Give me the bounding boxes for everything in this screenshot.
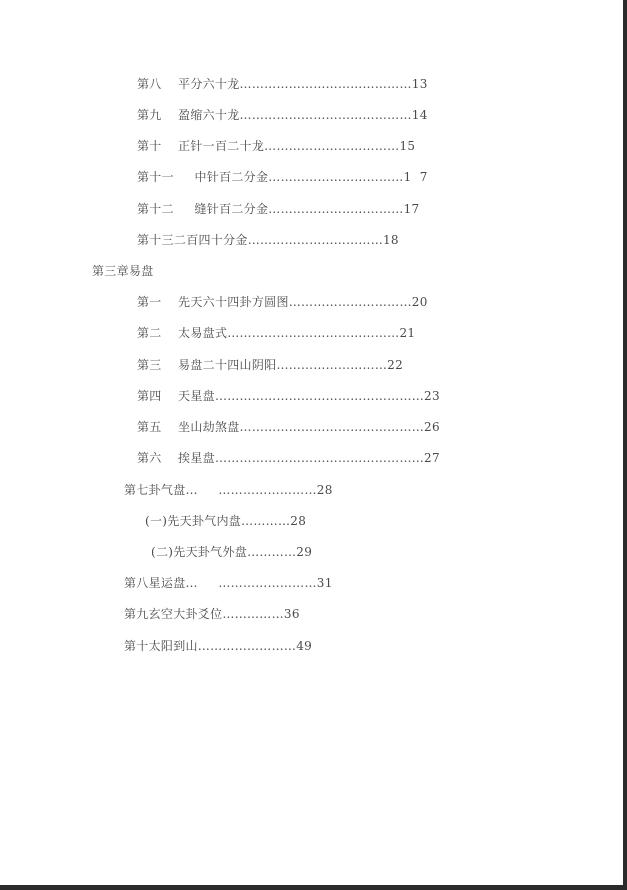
toc-entry: 第二 太易盘式……………………………………21 — [137, 326, 416, 340]
toc-entry: 第五 坐山劫煞盘………………………………………26 — [137, 420, 440, 434]
page-edge-bottom — [0, 885, 627, 890]
toc-entry: 第十一 中针百二分金……………………………1 7 — [137, 170, 428, 184]
chapter-heading: 第三章易盘 — [92, 264, 154, 278]
toc-entry: 第三 易盘二十四山阴阳………………………22 — [137, 358, 404, 372]
toc-entry: 第十二 缝针百二分金……………………………17 — [137, 202, 420, 216]
toc-entry: 第一 先天六十四卦方圆图…………………………20 — [137, 295, 428, 309]
toc-entry: 第十太阳到山……………………49 — [124, 639, 313, 653]
toc-entry: 第四 天星盘……………………………………………23 — [137, 389, 440, 403]
page-edge-right — [623, 0, 627, 890]
toc-entry: 第七卦气盘… ……………………28 — [124, 483, 333, 497]
toc-entry: 第八 平分六十龙……………………………………13 — [137, 77, 428, 91]
toc-subentry: (二)先天卦气外盘…………29 — [151, 545, 313, 559]
toc-entry: 第十三二百四十分金……………………………18 — [137, 233, 399, 247]
toc-subentry: (一)先天卦气内盘…………28 — [145, 514, 307, 528]
toc-entry: 第九 盈缩六十龙……………………………………14 — [137, 108, 428, 122]
toc-entry: 第十 正针一百二十龙……………………………15 — [137, 139, 416, 153]
toc-entry: 第六 挨星盘……………………………………………27 — [137, 451, 440, 465]
toc-entry: 第八星运盘… ……………………31 — [124, 576, 333, 590]
toc-entry: 第九玄空大卦爻位……………36 — [124, 607, 300, 621]
